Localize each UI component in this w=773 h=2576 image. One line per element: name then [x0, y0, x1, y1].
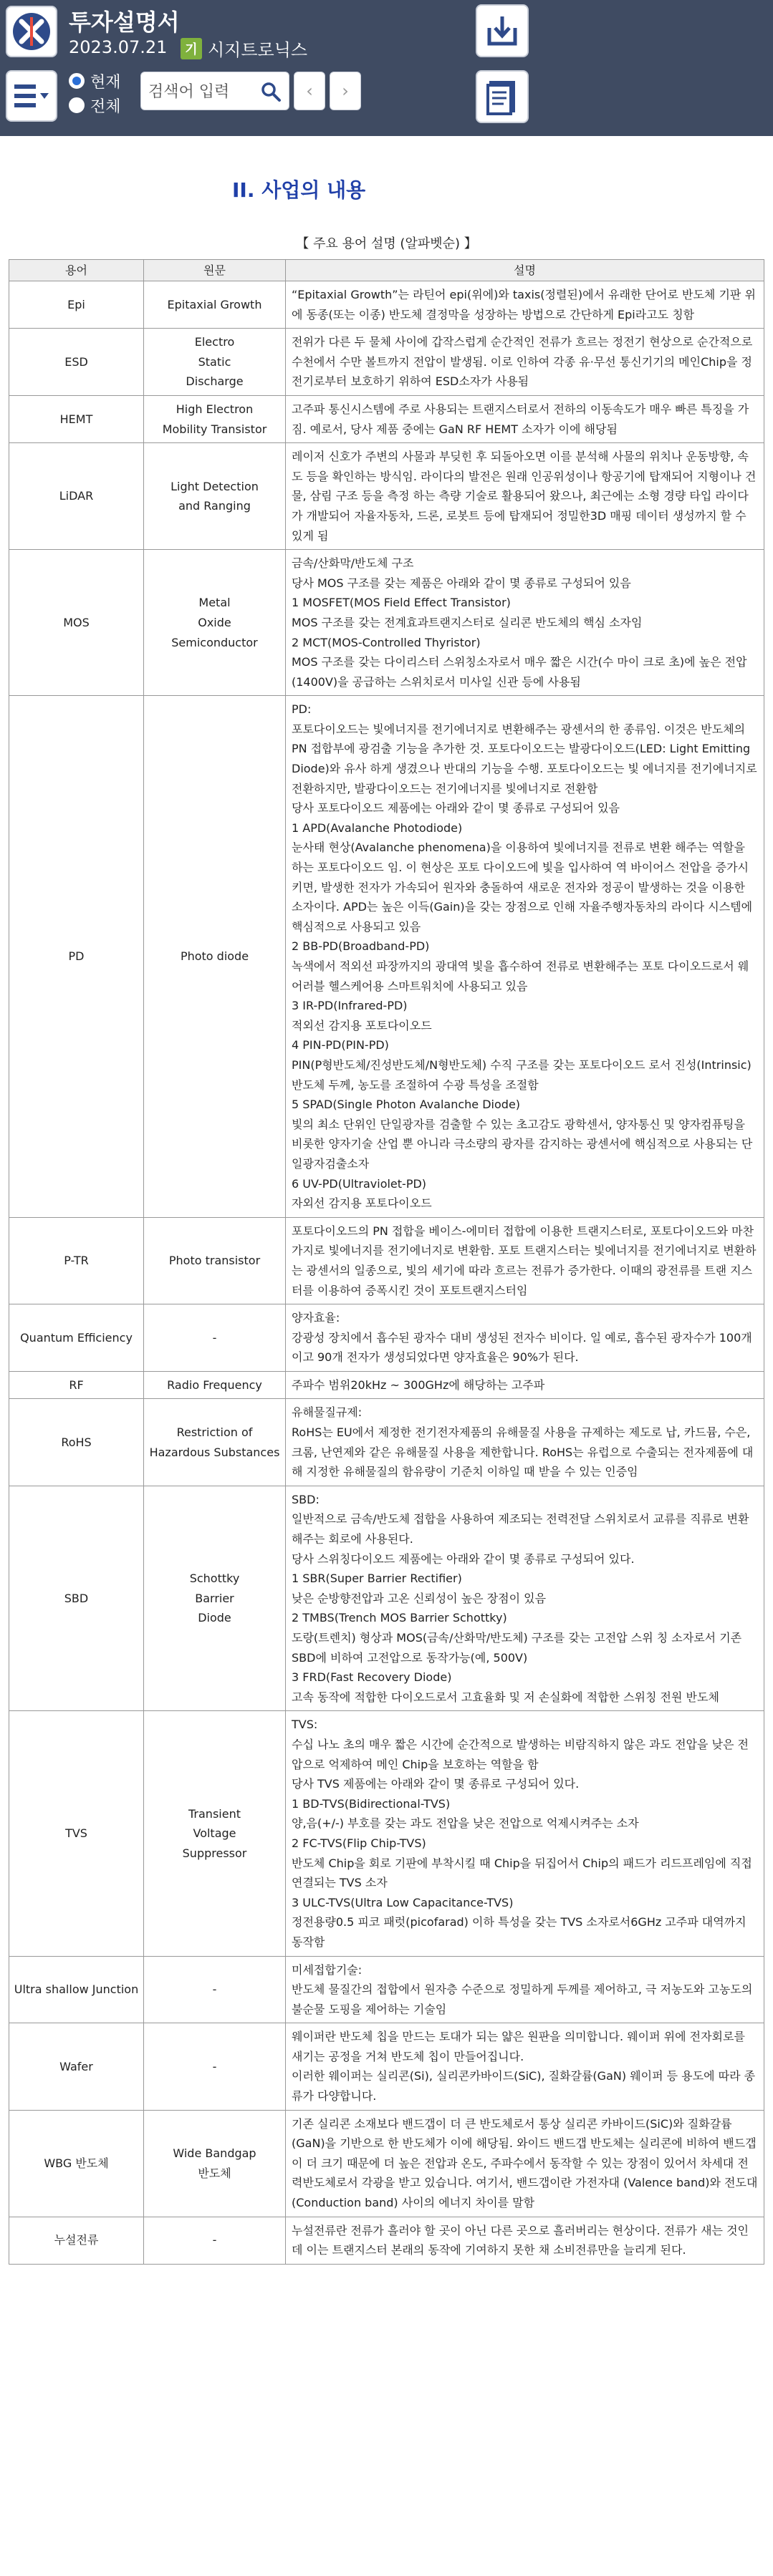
- description-line: 전위가 다른 두 물체 사이에 갑작스럽게 순간적인 전류가 흐르는 정전기 현상으로 순간적으로 수천에서 수만 볼트까지 전압이 발생됨. 이로 인하여 각종 유·무선 통신기기의 메인Chip을 정전기로부터 보호하기 위하여 ESD소자가 사용됨: [292, 335, 753, 389]
- description-line: 당사 MOS 구조를 갖는 제품은 아래와 같이 몇 종류로 구성되어 있음: [292, 576, 631, 590]
- table-row: [9, 1217, 764, 1304]
- original-cell: [144, 2217, 286, 2264]
- description-line: TVS:: [292, 1718, 318, 1732]
- menu-icon: [13, 82, 50, 110]
- description-line: 녹색에서 적외선 파장까지의 광대역 빛을 흡수하여 전류로 변환해주는 포토 다이오드로서 웨어러블 헬스케어용 스마트워치에 사용되고 있음: [292, 959, 749, 993]
- original-text: Radio Frequency: [167, 1377, 262, 1392]
- description-cell: [286, 696, 764, 1217]
- term-cell: SBD: [9, 1486, 144, 1711]
- table-row: [9, 1956, 764, 2023]
- column-header-original: 원문: [144, 260, 286, 281]
- description-line: 자외선 감지용 포토다이오드: [292, 1196, 432, 1211]
- term-cell: WBG 반도체: [9, 2110, 144, 2217]
- description-line: 반도체 물질간의 접합에서 원자층 수준으로 정밀하게 두께를 제어하고, 극 저농도와 고농도의 불순물 도핑을 제어하는 기술임: [292, 1982, 753, 2016]
- description-line: 5 SPAD(Single Photon Avalanche Diode): [292, 1098, 521, 1112]
- table-row: [9, 329, 764, 396]
- list-icon: [484, 78, 521, 115]
- column-header-term: 용어: [9, 260, 144, 281]
- description-cell: [286, 1304, 764, 1372]
- original-text: Transient: [188, 1806, 241, 1821]
- description-line: 1 SBR(Super Barrier Rectifier): [292, 1572, 462, 1586]
- original-cell: [144, 1711, 286, 1956]
- original-cell: [144, 1399, 286, 1486]
- description-line: 2 BB-PD(Broadband-PD): [292, 939, 430, 954]
- original-text: Oxide: [198, 615, 231, 629]
- search-input[interactable]: [148, 79, 256, 104]
- radio-all[interactable]: [69, 93, 121, 117]
- table-row: [9, 2023, 764, 2110]
- original-text: High Electron: [176, 402, 254, 416]
- description-line: 1 BD-TVS(Bidirectional-TVS): [292, 1796, 451, 1811]
- description-cell: [286, 329, 764, 396]
- term-cell: Epi: [9, 281, 144, 329]
- original-cell: [144, 1217, 286, 1304]
- description-line: 포토다이오드의 PN 접합을 베이스-에미터 접합에 이용한 트랜지스터로, 포토다이오드와 마찬가지로 빛에너지를 전기에너지로 변환함. 포토 트랜지스터는 빛에너지를 전기에너지로 변환하는 광센서의 일종으로, 빛의 세기에 따라 흐르는 전류가 증가한다. 이때의 광전류를 트랜 지스터를 이용하여 증폭시킨 것이 포토트랜지스터임: [292, 1224, 757, 1297]
- description-line: 금속/산화막/반도체 구조: [292, 556, 414, 571]
- description-line: 수십 나노 초의 매우 짧은 시간에 순간적으로 발생하는 비람직하지 않은 과도 전압을 낮은 전압으로 억제하여 메인 Chip을 보호하는 역할을 함: [292, 1737, 749, 1771]
- original-cell: [144, 329, 286, 396]
- original-text: Discharge: [186, 374, 244, 389]
- original-text: Epitaxial Growth: [167, 297, 262, 311]
- prev-result-button[interactable]: ‹: [294, 72, 325, 110]
- term-cell: ESD: [9, 329, 144, 396]
- next-result-button[interactable]: ›: [330, 72, 361, 110]
- description-cell: [286, 2110, 764, 2217]
- description-line: 반도체 Chip을 회로 기판에 부착시킬 때 Chip을 뒤집어서 Chip의 패드가 리드프레임에 직접 연결되는 TVS 소자: [292, 1856, 752, 1890]
- scope-radio-group: [69, 69, 121, 117]
- table-row: [9, 443, 764, 550]
- original-cell: [144, 395, 286, 442]
- description-line: 당사 스위칭다이오드 제품에는 아래와 같이 몇 종류로 구성되어 있다.: [292, 1551, 635, 1566]
- original-text: Hazardous Substances: [149, 1445, 280, 1459]
- company-type-badge: 기: [181, 38, 202, 59]
- logo-icon: [11, 11, 52, 52]
- table-row: [9, 1486, 764, 1711]
- description-line: 당사 TVS 제품에는 아래와 같이 몇 종류로 구성되어 있다.: [292, 1777, 580, 1791]
- table-row: [9, 550, 764, 696]
- section-title: II. 사업의 내용: [232, 178, 366, 202]
- description-line: PD:: [292, 702, 312, 717]
- original-cell: [144, 2023, 286, 2110]
- description-line: 강광성 장치에서 흡수된 광자수 대비 생성된 전자수 비이다. 일 예로, 흡수된 광자수가 100개이고 90개 전자가 생성되었다면 양자효율은 90%가 된다.: [292, 1330, 752, 1365]
- description-line: 1 APD(Avalanche Photodiode): [292, 820, 463, 835]
- original-text: Photo transistor: [168, 1254, 261, 1268]
- table-header-row: [9, 260, 764, 281]
- term-cell: Quantum Efficiency: [9, 1304, 144, 1372]
- description-cell: [286, 1399, 764, 1486]
- description-cell: [286, 1956, 764, 2023]
- table-row: [9, 696, 764, 1217]
- original-text: -: [212, 1330, 217, 1345]
- original-text: Restriction of: [176, 1425, 253, 1440]
- original-cell: [144, 1304, 286, 1372]
- original-text: -: [212, 2059, 217, 2073]
- description-line: 정전용량0.5 피코 패럿(picofarad) 이하 특성을 갖는 TVS 소자로서6GHz 고주파 대역까지 동작함: [292, 1915, 746, 1949]
- description-line: 1 MOSFET(MOS Field Effect Transistor): [292, 596, 511, 610]
- description-cell: [286, 443, 764, 550]
- radio-current-indicator[interactable]: [69, 73, 85, 89]
- original-cell: [144, 1956, 286, 2023]
- description-line: 주파수 범위20kHz ~ 300GHz에 해당하는 고주파: [292, 1377, 545, 1392]
- original-text: Suppressor: [182, 1846, 247, 1860]
- description-line: 누설전류란 전류가 흘러야 할 곳이 아닌 다른 곳으로 흘러버리는 현상이다. 전류가 새는 것인데 이는 트랜지스터 본래의 동작에 기여하지 못한 채 소비전류만을 늘리게 된다.: [292, 2223, 749, 2257]
- description-line: 레이저 신호가 주변의 사물과 부딪힌 후 되돌아오면 이를 분석해 사물의 위치나 운동방향, 속도 등을 확인하는 방식임. 라이다의 발전은 원래 인공위성이나 항공기에 탑재되어 지형이나 건물, 삼림 구조 등을 측정 하는 측량 기술로 활용되어 왔으나, 최근에는 소형 경량 타입 라이다가 개발되어 자율자동차, 드론, 로봇트 등에 탑재되어 정밀한3D 매핑 데이터 생성까지 할 수 있게 됨: [292, 450, 757, 543]
- description-line: PIN(P형반도체/진성반도체/N형반도체) 수직 구조를 갖는 포토다이오드 로서 진성(Intrinsic) 반도체 두께, 농도를 조절하여 수광 특성을 조절함: [292, 1057, 752, 1092]
- menu-button[interactable]: [6, 70, 57, 122]
- description-line: 기존 실리콘 소재보다 밴드갭이 더 큰 반도체로서 통상 실리콘 카바이드(SiC)와 질화갈륨(GaN)을 기반으로 한 반도체가 이에 해당됨. 와이드 밴드갭 반도체는 실리콘에 비하여 밴드갭이 더 크기 때문에 더 높은 전압과 온도, 주파수에서 동작할 수 있는 장점이 있어서 차세대 전력반도체로서 각광을 받고 있습니다. 여기서, 밴드갭이란 가전자대 (Valence band)와 전도대(Conduction band) 사이의 에너지 차이를 말함: [292, 2116, 758, 2210]
- terms-table: [9, 259, 764, 2265]
- table-row: [9, 1371, 764, 1399]
- term-cell: LiDAR: [9, 443, 144, 550]
- original-text: Electro: [194, 335, 235, 349]
- table-row: [9, 281, 764, 329]
- description-line: 4 PIN-PD(PIN-PD): [292, 1038, 389, 1052]
- description-line: 3 ULC-TVS(Ultra Low Capacitance-TVS): [292, 1895, 514, 1909]
- table-row: [9, 2217, 764, 2264]
- description-line: 포토다이오드는 빛에너지를 전기에너지로 변환해주는 광센서의 한 종류임. 이것은 반도체의 PN 접합부에 광검출 기능을 추가한 것. 포토다이오드는 발광다이오드(LED: Light Emitting Diode)와 유사 하게 생겼으나 반대의 기능을 수행. 포토다이오드는 빛 에너지를 전기에너지로 전환하지만, 발광다이오드는 전기에너지를 빛에너지로 전환함: [292, 722, 757, 795]
- document-date: 2023.07.21: [69, 37, 168, 57]
- original-text: -: [212, 2233, 217, 2247]
- description-cell: [286, 1217, 764, 1304]
- description-line: 눈사태 현상(Avalanche phenomena)을 이용하여 빛에너지를 전류로 변환 해주는 역할을 하는 포토다이오드 임. 이 현상은 포토 다이오드에 빛을 입사하여 역 바이어스 전압을 증가시키면, 발생한 전자가 가속되어 원자와 충돌하여 새로운 전자와 정공이 발생하는 것을 이용한 소자이다. APD는 높은 이득(Gain)을 갖는 장점으로 인해 자율주행자동차의 라이다 시스템에 핵심적으로 사용되고 있음: [292, 841, 753, 934]
- description-cell: [286, 281, 764, 329]
- search-box: [140, 72, 289, 110]
- original-cell: [144, 550, 286, 696]
- description-line: “Epitaxial Growth”는 라틴어 epi(위에)와 taxis(정렬된)에서 유래한 단어로 반도체 기판 위에 동종(또는 이종) 반도체 결정막을 성장하는 방법으로 간단하게 Epi라고도 칭함: [292, 288, 756, 321]
- description-line: 고속 동작에 적합한 다이오드로서 고효율화 및 저 손실화에 적합한 스위칭 전원 반도체: [292, 1690, 719, 1704]
- original-text: Wide Bandgap: [173, 2146, 256, 2161]
- term-cell: Wafer: [9, 2023, 144, 2110]
- original-cell: [144, 281, 286, 329]
- search-icon[interactable]: [260, 81, 282, 102]
- original-text: Light Detection: [171, 479, 259, 493]
- term-cell: PD: [9, 696, 144, 1217]
- description-line: RoHS는 EU에서 제정한 전기전자제품의 유해물질 사용을 규제하는 제도로 납, 카드뮴, 수은, 크롬, 난연제와 같은 유해물질 사용을 제한합니다. RoHS는 유럽으로 수출되는 전자제품에 대해 지정한 유해물질의 함유량이 기준치 이하일 때 받을 수 있는 인증임: [292, 1425, 754, 1479]
- description-line: 양자효율:: [292, 1311, 340, 1325]
- radio-current-label: 현재: [90, 73, 121, 92]
- original-text: Mobility Transistor: [162, 422, 267, 436]
- description-cell: [286, 1371, 764, 1399]
- description-line: 2 MCT(MOS-Controlled Thyristor): [292, 635, 481, 649]
- radio-all-indicator[interactable]: [69, 97, 85, 113]
- description-line: 3 IR-PD(Infrared-PD): [292, 999, 408, 1013]
- description-line: 일반적으로 금속/반도체 접합을 사용하여 제조되는 전력전달 스위치로서 교류를 직류로 변환해주는 회로에 사용된다.: [292, 1512, 749, 1546]
- table-caption: 【 주요 용어 설명 (알파벳순) 】: [296, 236, 477, 251]
- original-cell: [144, 2110, 286, 2217]
- term-cell: RoHS: [9, 1399, 144, 1486]
- description-line: 2 FC-TVS(Flip Chip-TVS): [292, 1836, 426, 1850]
- original-cell: [144, 1486, 286, 1711]
- logo-button[interactable]: [6, 6, 57, 57]
- term-cell: Ultra shallow Junction: [9, 1956, 144, 2023]
- original-cell: [144, 443, 286, 550]
- description-line: 웨이퍼란 반도체 칩을 만드는 토대가 되는 얇은 원판을 의미합니다. 웨이퍼 위에 전자회로를 새기는 공정을 거쳐 반도체 칩이 만들어집니다.: [292, 2030, 745, 2063]
- original-text: Photo diode: [180, 949, 249, 964]
- radio-all-label: 전체: [90, 97, 121, 116]
- description-line: MOS 구조를 갖는 전계효과트랜지스터로 실리콘 반도체의 핵심 소자임: [292, 615, 643, 629]
- table-row: [9, 395, 764, 442]
- description-cell: [286, 550, 764, 696]
- original-text: Barrier: [195, 1591, 234, 1605]
- original-text: Voltage: [193, 1826, 236, 1841]
- document-list-button[interactable]: [476, 70, 529, 123]
- description-cell: [286, 395, 764, 442]
- description-line: 이러한 웨이퍼는 실리콘(Si), 실리콘카바이드(SiC), 질화갈륨(GaN) 웨이퍼 등 용도에 따라 종류가 다양합니다.: [292, 2069, 756, 2103]
- term-cell: 누설전류: [9, 2217, 144, 2264]
- download-button[interactable]: [476, 4, 529, 57]
- original-text: and Ranging: [178, 499, 251, 513]
- original-cell: [144, 696, 286, 1217]
- column-header-description: 설명: [286, 260, 764, 281]
- description-line: 6 UV-PD(Ultraviolet-PD): [292, 1176, 427, 1191]
- original-text: 반도체: [198, 2166, 231, 2180]
- description-line: 낮은 순방향전압과 고온 신뢰성이 높은 장점이 있음: [292, 1591, 547, 1605]
- document-title: 투자설명서: [69, 9, 180, 36]
- top-toolbar: [0, 0, 773, 136]
- original-text: Schottky: [189, 1572, 240, 1586]
- term-cell: TVS: [9, 1711, 144, 1956]
- download-icon: [484, 12, 521, 49]
- table-row: [9, 1711, 764, 1956]
- description-line: 도랑(트렌치) 형상과 MOS(금속/산화막/반도체) 구조를 갖는 고전압 스위 칭 소자로서 기존 SBD에 비하여 고전압으로 동작가능(예, 500V): [292, 1631, 742, 1665]
- original-text: Static: [198, 354, 231, 369]
- description-line: 적외선 감지용 포토다이오드: [292, 1018, 432, 1032]
- description-line: 빛의 최소 단위인 단일광자를 검출할 수 있는 초고감도 광학센서, 양자통신 및 양자컴퓨팅을 비롯한 양자기술 산업 뿐 아니라 극소량의 광자를 감지하는 광센서에 핵심적으로 사용되는 단일광자검출소자: [292, 1117, 753, 1171]
- description-line: 유해물질규제:: [292, 1405, 363, 1420]
- table-row: [9, 1304, 764, 1372]
- term-cell: RF: [9, 1371, 144, 1399]
- original-text: -: [212, 1982, 217, 1997]
- description-line: 2 TMBS(Trench MOS Barrier Schottky): [292, 1611, 507, 1625]
- company-info: [181, 36, 307, 61]
- description-line: 미세접합기술:: [292, 1962, 363, 1977]
- description-line: 당사 포토다이오드 제품에는 아래와 같이 몇 종류로 구성되어 있음: [292, 801, 620, 815]
- term-cell: MOS: [9, 550, 144, 696]
- original-text: Metal: [198, 596, 231, 610]
- original-cell: [144, 1371, 286, 1399]
- description-line: 양,음(+/-) 부호를 갖는 과도 전압을 낮은 전압으로 억제시켜주는 소자: [292, 1816, 639, 1831]
- description-line: MOS 구조를 갖는 다이리스터 스위칭소자로서 매우 짧은 시간(수 마이 크로 초)에 높은 전압(1400V)을 공급하는 스위치로서 미사일 신관 등에 사용됨: [292, 655, 747, 689]
- description-cell: [286, 1711, 764, 1956]
- table-row: [9, 2110, 764, 2217]
- original-text: Semiconductor: [171, 635, 258, 649]
- description-line: 고주파 통신시스템에 주로 사용되는 트랜지스터로서 전하의 이동속도가 매우 빠른 특징을 가짐. 예로서, 당사 제품 중에는 GaN RF HEMT 소자가 이에 해당됨: [292, 402, 749, 436]
- table-row: [9, 1399, 764, 1486]
- original-text: Diode: [198, 1611, 231, 1625]
- company-name: 시지트로닉스: [208, 40, 308, 60]
- terms-table-body: [9, 281, 764, 2265]
- radio-current[interactable]: [69, 69, 121, 93]
- description-cell: [286, 2023, 764, 2110]
- term-cell: HEMT: [9, 395, 144, 442]
- description-line: 3 FRD(Fast Recovery Diode): [292, 1670, 452, 1685]
- description-cell: [286, 2217, 764, 2264]
- description-line: SBD:: [292, 1492, 320, 1506]
- description-cell: [286, 1486, 764, 1711]
- term-cell: P-TR: [9, 1217, 144, 1304]
